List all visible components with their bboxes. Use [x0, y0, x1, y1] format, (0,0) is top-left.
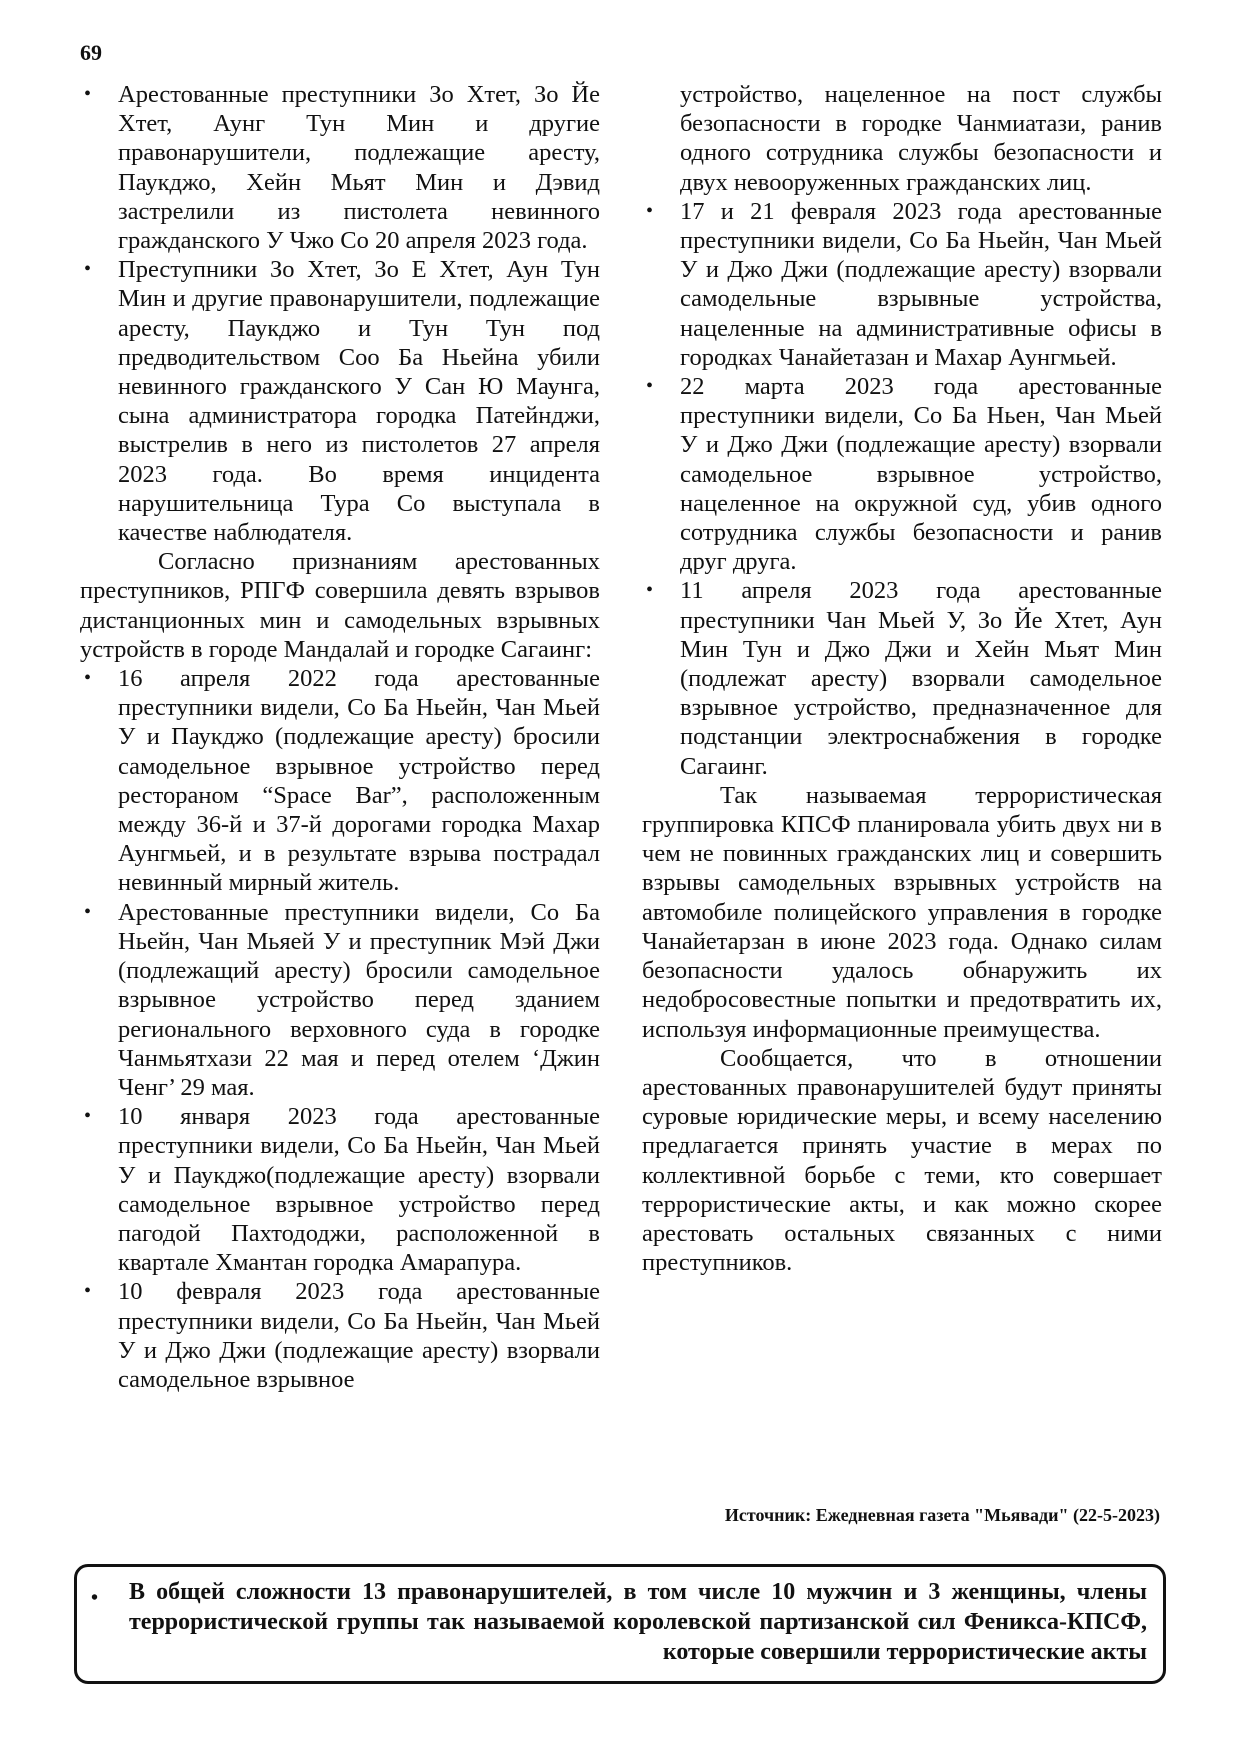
summary-callout-text: В общей сложности 13 правонарушителей, в том числе 10 мужчин и 3 женщины, члены террористической группы так называемой королевской партизанской сил Феникса-КПСФ, которые совершили террористические акты — [129, 1579, 1147, 1665]
left-column-list — [80, 80, 600, 547]
bullet-item: • 17 и 21 февраля 2023 года арестованные преступники видели, Со Ба Ньейн, Чан Мьей У и Джо Джи (подлежащие аресту) взорвали самодельные взрывные устройства, нацеленные на административные офисы в городках Чанайетазан и Махар Аунгмьей. — [642, 197, 1162, 372]
page-number: 69 — [80, 40, 102, 65]
source-citation: Источник: Ежедневная газета "Мьявади" (22-5-2023) — [724, 1505, 1160, 1525]
bullet-item: • Арестованные преступники видели, Со Ба Ньейн, Чан Мьяей У и преступник Мэй Джи (подлежащий аресту) бросили самодельное взрывное устройство перед зданием регионального верховного суда в городке Чанмьятхази 22 мая и перед отелем ‘Джин Ченг’ 29 мая. — [80, 898, 600, 1102]
bullet-item: • 11 апреля 2023 года арестованные преступники Чан Мьей У, Зо Йе Хтет, Аун Мин Тун и Джо Джи и Хейн Мьят Мин (подлежат аресту) взорвали самодельное взрывное устройство, предназначенное для подстанции электроснабжения в городке Сагаинг. — [642, 576, 1162, 780]
bullet-item: • 22 марта 2023 года арестованные преступники видели, Со Ба Ньен, Чан Мьей У и Джо Джи (подлежащие аресту) взорвали самодельное взрывное устройство, нацеленное на окружной суд, убив одного сотрудника службы безопасности и ранив друг друга. — [642, 372, 1162, 576]
bullet-item: • 10 февраля 2023 года арестованные преступники видели, Со Ба Ньейн, Чан Мьей У и Джо Джи (подлежащие аресту) взорвали самодельное взрывное — [80, 1277, 600, 1394]
bullet-item: • 10 января 2023 года арестованные преступники видели, Со Ба Ньейн, Чан Мьей У и Паукджо(подлежащие аресту) взорвали самодельное взрывное устройство перед пагодой Пахтододжи, расположенной в квартале Хмантан городка Амарапура. — [80, 1102, 600, 1277]
summary-callout-box — [74, 1564, 1166, 1684]
right-column-list — [642, 80, 1162, 781]
paragraph: Так называемая террористическая группировка КПСФ планировала убить двух ни в чем не повинных гражданских лиц и совершить взрывы самодельных взрывных устройств на автомобиле полицейского управления в городке Чанайетарзан в июне 2023 года. Однако силам безопасности удалось обнаружить их недобросовестные попытки и предотвратить их, используя информационные преимущества. — [642, 781, 1162, 1043]
bullet-item: • Преступники Зо Хтет, Зо Е Хтет, Аун Тун Мин и другие правонарушители, подлежащие аресту, Паукджо и Тун Тун под предводительством Соо Ба Ньейна убили невинного гражданского У Сан Ю Маунга, сына администратора городка Патейнджи, выстрелив в него из пистолетов 27 апреля 2023 года. Во время инцидента нарушительница Тура Со выступала в качестве наблюдателя. — [80, 255, 600, 547]
left-column — [80, 80, 600, 1394]
bullet-icon: • — [91, 1587, 99, 1609]
paragraph: Сообщается, что в отношении арестованных правонарушителей будут приняты суровые юридические меры, и всему населению предлагается принять участие в мерах по коллективной борьбе с теми, кто совершает террористические акты, и как можно скорее арестовать остальных связанных с ними преступников. — [642, 1044, 1162, 1277]
bullet-item: • Арестованные преступники Зо Хтет, Зо Йе Хтет, Аунг Тун Мин и другие правонарушители, подлежащие аресту, Паукджо, Хейн Мьят Мин и Дэвид застрелили из пистолета невинного гражданского У Чжо Со 20 апреля 2023 года. — [80, 80, 600, 255]
bullet-item: • 16 апреля 2022 года арестованные преступники видели, Со Ба Ньейн, Чан Мьей У и Паукджо (подлежащие аресту) бросили самодельное взрывное устройство перед рестораном “Space Bar”, расположенным между 36-й и 37-й дорогами городка Махар Аунгмьей, и в результате взрыва пострадал невинный мирный житель. — [80, 664, 600, 898]
paragraph: Согласно признаниям арестованных преступников, РПГФ совершила девять взрывов дистанционных мин и самодельных взрывных устройств в городе Мандалай и городке Сагаинг: — [80, 548, 600, 663]
left-column-list-2 — [80, 664, 600, 1394]
right-column — [642, 80, 1162, 1277]
continuation-item: устройство, нацеленное на пост службы безопасности в городке Чанмиатази, ранив одного сотрудника службы безопасности и двух невооруженных гражданских лиц. — [680, 81, 1162, 196]
